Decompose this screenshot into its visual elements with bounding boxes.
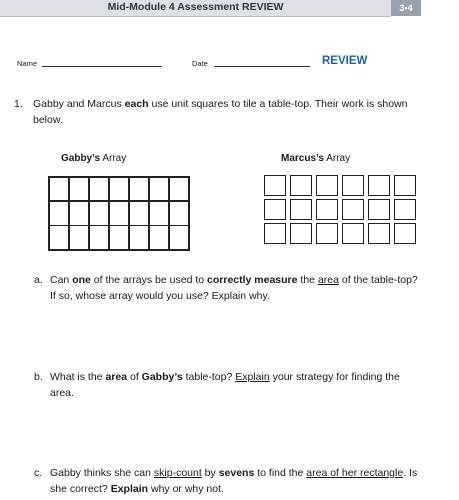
text-run: use unit squares to tile a table-top. Their work is shown below.: [33, 98, 408, 126]
grid-line: [88, 176, 90, 249]
question-1-text: [33, 96, 413, 128]
subquestion-a-text: [50, 272, 425, 304]
grid-line: [148, 176, 150, 249]
date-field-line[interactable]: [214, 66, 310, 67]
unit-square: [342, 199, 364, 220]
text-run: each: [124, 98, 149, 110]
subquestion-letter: c.: [34, 467, 43, 479]
text-run: Array: [323, 153, 351, 164]
grid-line: [128, 176, 130, 249]
question-number: 1.: [14, 98, 23, 110]
text-run: Gabby’s: [61, 153, 101, 164]
unit-square: [342, 175, 364, 196]
marcus-array-title: [281, 153, 350, 164]
grid-line: [48, 176, 50, 249]
unit-square: [290, 223, 312, 244]
date-label: Date: [192, 59, 208, 68]
unit-square: [316, 175, 338, 196]
text-run: What is the: [50, 371, 106, 383]
grid-line: [48, 200, 190, 202]
unit-square: [264, 223, 286, 244]
unit-square: [290, 175, 312, 196]
text-run: your strategy for finding the area.: [50, 371, 400, 399]
unit-square: [368, 199, 390, 220]
text-run: Explain: [235, 371, 270, 383]
gabby-array: [48, 176, 188, 249]
grid-line: [188, 176, 190, 249]
text-run: Array: [100, 153, 127, 164]
unit-square: [264, 175, 286, 196]
subquestion-letter: b.: [34, 371, 43, 383]
text-run: area of her rectangle: [306, 467, 404, 479]
grid-line: [108, 176, 110, 249]
text-run: Can: [50, 274, 73, 286]
text-run: of the table-top? If so, whose array would you use? Explain why.: [50, 274, 418, 302]
text-run: area: [317, 274, 339, 286]
subquestion-c-text: [50, 465, 425, 497]
text-run: the: [297, 274, 318, 286]
text-run: by: [201, 467, 219, 479]
page-title: Mid-Module 4 Assessment REVIEW: [107, 1, 284, 13]
marcus-array: [264, 175, 420, 247]
lesson-tag: 3•4: [391, 0, 421, 16]
unit-square: [368, 175, 390, 196]
text-run: to find the: [254, 467, 307, 479]
text-run: why or why not.: [148, 483, 224, 495]
unit-square: [290, 199, 312, 220]
text-run: Explain: [110, 483, 149, 495]
unit-square: [394, 175, 416, 196]
grid-line: [48, 249, 190, 251]
text-run: skip-count: [153, 467, 202, 479]
grid-line: [168, 176, 170, 249]
text-run: of: [127, 371, 142, 383]
text-run: sevens: [218, 467, 255, 479]
grid-line: [48, 225, 190, 227]
text-run: table-top?: [182, 371, 236, 383]
subquestion-letter: a.: [34, 274, 43, 286]
unit-square: [394, 199, 416, 220]
unit-square: [368, 223, 390, 244]
unit-square: [316, 199, 338, 220]
text-run: Marcus’s: [281, 153, 324, 164]
grid-line: [68, 176, 70, 249]
text-run: area: [105, 371, 128, 383]
text-run: Gabby’s: [141, 371, 183, 383]
unit-square: [394, 223, 416, 244]
text-run: Gabby and Marcus: [33, 98, 125, 110]
text-run: . Is she correct?: [50, 467, 418, 495]
unit-square: [316, 223, 338, 244]
text-run: Gabby thinks she can: [50, 467, 154, 479]
grid-line: [48, 176, 190, 178]
text-run: correctly measure: [207, 274, 298, 286]
text-run: of the arrays be used to: [90, 274, 208, 286]
gabby-array-title: [61, 153, 126, 164]
name-field-line[interactable]: [42, 66, 162, 67]
review-label: REVIEW: [322, 55, 368, 67]
unit-square: [342, 223, 364, 244]
text-run: one: [72, 274, 91, 286]
name-label: Name: [17, 59, 38, 68]
subquestion-b-text: [50, 369, 425, 401]
unit-square: [264, 199, 286, 220]
